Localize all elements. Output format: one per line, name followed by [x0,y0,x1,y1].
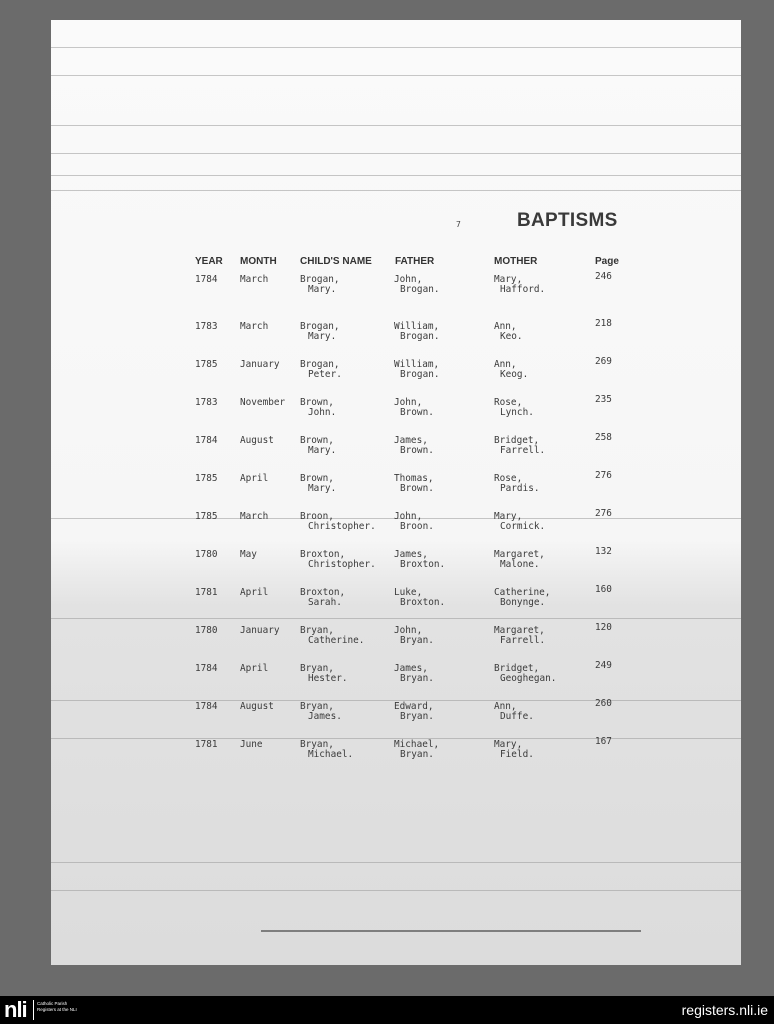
record-father-surname: Bryan. [400,749,434,760]
record-child-surname: Brogan, [300,274,340,285]
record-mother-surname: Field. [500,749,534,760]
header-page: Page [595,256,619,267]
record-month: April [240,587,269,598]
record-child-surname: Broxton, [300,587,346,598]
record-mother-surname: Pardis. [500,483,540,494]
record-child-surname: Bryan, [300,625,334,636]
record-page: 260 [595,698,612,709]
record-mother-surname: Keog. [500,369,529,380]
record-mother-surname: Farrell. [500,445,546,456]
register-page [51,20,741,965]
record-year: 1783 [195,321,218,332]
record-page: 120 [595,622,612,633]
header-year: YEAR [195,256,223,267]
record-father-forename: John, [394,511,423,522]
scan-line [51,47,741,48]
record-father-forename: James, [394,435,428,446]
record-page: 132 [595,546,612,557]
record-father-surname: Brogan. [400,331,440,342]
record-page: 269 [595,356,612,367]
page-title: BAPTISMS [517,210,618,231]
record-mother-forename: Rose, [494,473,523,484]
record-child-forename: Mary. [308,483,337,494]
record-mother-forename: Mary, [494,739,523,750]
record-father-forename: Michael, [394,739,440,750]
header-child-name: CHILD'S NAME [300,256,372,267]
record-month: June [240,739,263,750]
logo-caption: Catholic Parish Registers at the NLI [37,1001,77,1012]
record-year: 1780 [195,625,218,636]
record-child-forename: Catherine. [308,635,365,646]
record-page: 167 [595,736,612,747]
record-mother-surname: Hafford. [500,284,546,295]
record-month: August [240,435,274,446]
record-month: March [240,274,269,285]
record-mother-forename: Bridget, [494,435,540,446]
record-child-surname: Broxton, [300,549,346,560]
record-child-surname: Bryan, [300,739,334,750]
record-page: 246 [595,271,612,282]
site-link[interactable]: registers.nli.ie [681,1002,768,1018]
record-year: 1785 [195,359,218,370]
record-father-forename: John, [394,397,423,408]
record-mother-forename: Margaret, [494,625,545,636]
record-year: 1780 [195,549,218,560]
record-child-surname: Brown, [300,473,334,484]
logo-divider [33,1000,34,1020]
record-father-surname: Bryan. [400,711,434,722]
record-father-surname: Brown. [400,483,434,494]
record-year: 1781 [195,587,218,598]
record-page: 235 [595,394,612,405]
record-child-surname: Bryan, [300,663,334,674]
record-month: April [240,473,269,484]
record-father-surname: Brown. [400,445,434,456]
record-mother-forename: Ann, [494,321,517,332]
record-page: 218 [595,318,612,329]
record-father-surname: Brown. [400,407,434,418]
record-father-surname: Bryan. [400,673,434,684]
record-child-surname: Brown, [300,435,334,446]
record-father-forename: James, [394,549,428,560]
record-mother-surname: Lynch. [500,407,534,418]
record-year: 1784 [195,701,218,712]
record-page: 276 [595,470,612,481]
record-father-forename: William, [394,321,440,332]
scan-line [51,75,741,76]
record-child-forename: Michael. [308,749,354,760]
scan-line [51,890,741,891]
record-mother-forename: Ann, [494,359,517,370]
record-father-surname: Broon. [400,521,434,532]
record-year: 1784 [195,274,218,285]
record-mother-forename: Mary, [494,511,523,522]
record-mother-forename: Catherine, [494,587,551,598]
record-child-forename: Christopher. [308,521,376,532]
scan-line [51,862,741,863]
record-page: 160 [595,584,612,595]
record-mother-forename: Bridget, [494,663,540,674]
record-page: 276 [595,508,612,519]
record-mother-surname: Cormick. [500,521,546,532]
record-child-forename: Mary. [308,284,337,295]
footer-bar [0,996,774,1024]
record-mother-surname: Keo. [500,331,523,342]
record-child-surname: Broon, [300,511,334,522]
record-month: November [240,397,286,408]
record-child-forename: James. [308,711,342,722]
scan-line [51,153,741,154]
record-father-forename: James, [394,663,428,674]
record-father-forename: Luke, [394,587,423,598]
record-child-surname: Brogan, [300,359,340,370]
record-child-surname: Bryan, [300,701,334,712]
scan-line [51,618,741,619]
record-child-surname: Brogan, [300,321,340,332]
record-month: January [240,359,280,370]
record-year: 1785 [195,511,218,522]
record-mother-forename: Mary, [494,274,523,285]
nli-logo: nli [4,997,27,1022]
record-father-surname: Brogan. [400,369,440,380]
record-page: 249 [595,660,612,671]
record-month: March [240,321,269,332]
record-month: April [240,663,269,674]
record-child-surname: Brown, [300,397,334,408]
record-month: May [240,549,257,560]
record-child-forename: Peter. [308,369,342,380]
record-child-forename: Mary. [308,331,337,342]
record-father-forename: John, [394,274,423,285]
record-father-forename: Edward, [394,701,434,712]
scan-line [51,125,741,126]
record-month: March [240,511,269,522]
record-month: January [240,625,280,636]
record-year: 1783 [195,397,218,408]
record-child-forename: Sarah. [308,597,342,608]
record-mother-surname: Geoghegan. [500,673,557,684]
bottom-rule [261,930,641,932]
record-child-forename: Mary. [308,445,337,456]
record-child-forename: John. [308,407,337,418]
record-year: 1784 [195,663,218,674]
record-mother-surname: Farrell. [500,635,546,646]
scan-line [51,175,741,176]
header-father: FATHER [395,256,435,267]
record-mother-surname: Duffe. [500,711,534,722]
record-mother-forename: Ann, [494,701,517,712]
header-month: MONTH [240,256,277,267]
scan-line [51,190,741,191]
record-year: 1785 [195,473,218,484]
record-father-surname: Broxton. [400,597,446,608]
record-child-forename: Hester. [308,673,348,684]
record-mother-forename: Rose, [494,397,523,408]
record-father-surname: Brogan. [400,284,440,295]
record-child-forename: Christopher. [308,559,376,570]
record-father-surname: Bryan. [400,635,434,646]
record-year: 1781 [195,739,218,750]
record-mother-forename: Margaret, [494,549,545,560]
record-father-forename: Thomas, [394,473,434,484]
record-father-surname: Broxton. [400,559,446,570]
header-mother: MOTHER [494,256,538,267]
record-month: August [240,701,274,712]
page-mark: 7 [456,220,461,229]
record-page: 258 [595,432,612,443]
record-father-forename: John, [394,625,423,636]
record-year: 1784 [195,435,218,446]
record-mother-surname: Malone. [500,559,540,570]
record-mother-surname: Bonynge. [500,597,546,608]
record-father-forename: William, [394,359,440,370]
